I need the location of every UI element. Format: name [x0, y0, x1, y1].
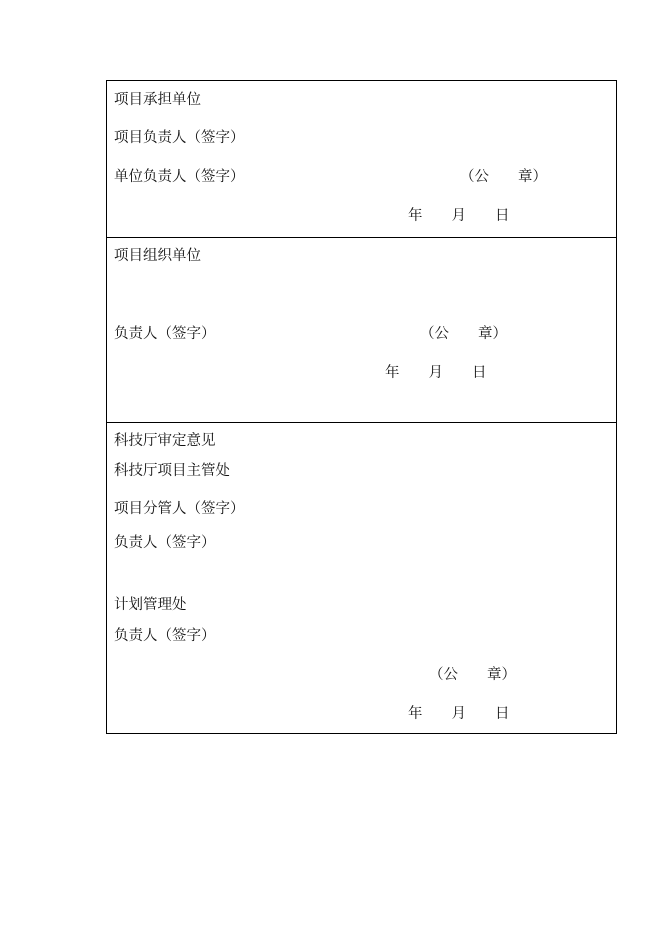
project-manager-signature-label: 项目分管人（签字） [114, 501, 245, 517]
project-leader-signature-label: 项目负责人（签字） [114, 130, 245, 146]
official-seal-label: （公 章） [429, 667, 516, 683]
unit-head-signature-label: 单位负责人（签字） [114, 169, 245, 185]
official-seal-label: （公 章） [460, 169, 547, 185]
date-label: 年 月 日 [408, 208, 510, 224]
organizing-unit-label: 项目组织单位 [114, 248, 201, 264]
date-label: 年 月 日 [385, 365, 487, 381]
official-seal-label: （公 章） [420, 326, 507, 342]
supervising-department-label: 科技厅项目主管处 [114, 463, 230, 479]
planning-office-label: 计划管理处 [114, 597, 187, 613]
date-label: 年 月 日 [408, 706, 510, 722]
undertaking-unit-label: 项目承担单位 [114, 92, 201, 108]
review-opinion-label: 科技厅审定意见 [114, 433, 216, 449]
organizing-unit-section [107, 237, 616, 423]
approval-form [106, 80, 617, 734]
head-signature-label: 负责人（签字） [114, 326, 216, 342]
undertaking-unit-section [107, 81, 616, 238]
head-signature-label: 负责人（签字） [114, 535, 216, 551]
planning-head-signature-label: 负责人（签字） [114, 628, 216, 644]
department-review-section [107, 422, 616, 733]
